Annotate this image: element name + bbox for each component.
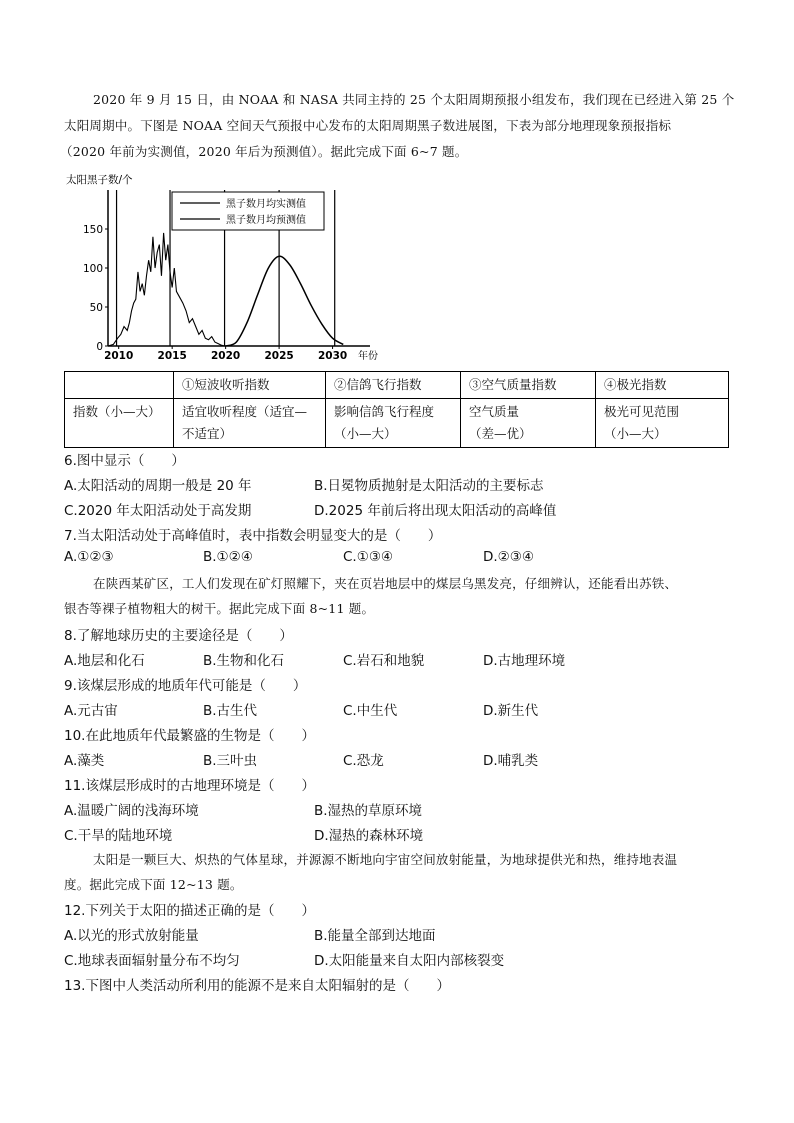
x-tick-label: 2030 <box>317 350 348 362</box>
question-9: 9.该煤层形成的地质年代可能是（ ） <box>64 678 307 694</box>
q8-option-c[interactable]: C.岩石和地貌 <box>343 653 425 669</box>
intro-3-line-2: 度。据此完成下面 12~13 题。 <box>64 877 243 892</box>
cell-line: 不适宜） <box>182 426 233 441</box>
question-10: 10.在此地质年代最繁盛的生物是（ ） <box>64 728 315 744</box>
x-tick-label: 2010 <box>104 350 134 362</box>
q6-option-a[interactable]: A.太阳活动的周期一般是 20 年 <box>64 478 252 494</box>
question-12: 12.下列关于太阳的描述正确的是（ ） <box>64 903 315 919</box>
q7-option-d[interactable]: D.②③④ <box>483 549 534 565</box>
q6-option-b[interactable]: B.日冕物质抛射是太阳活动的主要标志 <box>314 478 544 494</box>
legend-label: 黑子数月均预测值 <box>226 215 306 226</box>
cell-line: 适宜收听程度（适宜— <box>182 404 308 419</box>
q6-option-c[interactable]: C.2020 年太阳活动处于高发期 <box>64 503 252 519</box>
intro-1-line-2: 太阳周期中。下图是 NOAA 空间天气预报中心发布的太阳周期黑子数进展图，下表为部分地理现象预报指标 <box>64 118 672 133</box>
table-row <box>65 399 729 448</box>
table-header-cell: ②信鸽飞行指数 <box>326 372 461 399</box>
y-tick-label: 0 <box>96 341 103 353</box>
cell-line: 极光可见范围 <box>604 404 680 419</box>
x-tick-label: 2015 <box>157 350 187 362</box>
intro-3-line-1: 太阳是一颗巨大、炽热的气体星球，并源源不断地向宇宙空间放射能量，为地球提供光和热，维持地表温 <box>93 852 678 867</box>
y-tick-label: 50 <box>89 302 103 314</box>
sunspot-chart <box>60 170 380 370</box>
legend-label: 黑子数月均实测值 <box>226 199 306 210</box>
table-header-cell <box>65 372 174 399</box>
q9-option-a[interactable]: A.元古宙 <box>64 703 118 719</box>
table-cell <box>596 399 729 448</box>
cell-line: （小—大） <box>604 426 667 441</box>
cell-line: 影响信鸽飞行程度 <box>334 404 435 419</box>
table-header-cell: ③空气质量指数 <box>461 372 596 399</box>
question-11: 11.该煤层形成时的古地理环境是（ ） <box>64 778 315 794</box>
q7-option-a[interactable]: A.①②③ <box>64 549 114 565</box>
chart-x-label: 年份 <box>358 351 378 362</box>
table-cell <box>461 399 596 448</box>
q11-option-d[interactable]: D.湿热的森林环境 <box>314 828 424 844</box>
table-cell: 指数（小—大） <box>65 399 174 448</box>
q8-option-d[interactable]: D.古地理环境 <box>483 653 566 669</box>
table-cell <box>326 399 461 448</box>
question-6: 6.图中显示（ ） <box>64 453 185 469</box>
q11-option-c[interactable]: C.干旱的陆地环境 <box>64 828 173 844</box>
table-header-row <box>65 372 729 399</box>
q8-option-b[interactable]: B.生物和化石 <box>203 653 285 669</box>
question-7: 7.当太阳活动处于高峰值时，表中指数会明显变大的是（ ） <box>64 528 442 544</box>
cell-line: （差—优） <box>469 426 532 441</box>
y-tick-label: 100 <box>82 263 103 275</box>
x-tick-label: 2020 <box>211 350 241 362</box>
question-13: 13.下图中人类活动所利用的能源不是来自太阳辐射的是（ ） <box>64 978 450 994</box>
q12-option-c[interactable]: C.地球表面辐射量分布不均匀 <box>64 953 240 969</box>
q10-option-c[interactable]: C.恐龙 <box>343 753 384 769</box>
indicator-table <box>64 371 729 448</box>
q10-option-a[interactable]: A.藻类 <box>64 753 105 769</box>
table-cell <box>174 399 326 448</box>
cell-line: （小—大） <box>334 426 397 441</box>
intro-2-line-1: 在陕西某矿区，工人们发现在矿灯照耀下，夹在页岩地层中的煤层乌黑发亮，仔细辨认，还能看出苏铁、 <box>93 576 678 591</box>
q7-option-c[interactable]: C.①③④ <box>343 549 394 565</box>
q10-option-b[interactable]: B.三叶虫 <box>203 753 258 769</box>
intro-1-line-3: （2020 年前为实测值，2020 年后为预测值）。据此完成下面 6~7 题。 <box>60 144 468 159</box>
q9-option-d[interactable]: D.新生代 <box>483 703 539 719</box>
cell-line: 空气质量 <box>469 404 520 419</box>
q11-option-b[interactable]: B.湿热的草原环境 <box>314 803 423 819</box>
series-line-2 <box>226 256 344 346</box>
table-header-cell: ④极光指数 <box>596 372 729 399</box>
q6-option-d[interactable]: D.2025 年前后将出现太阳活动的高峰值 <box>314 503 557 519</box>
intro-1-line-1: 2020 年 9 月 15 日，由 NOAA 和 NASA 共同主持的 25 个太阳周期预报小组发布，我们现在已经进入第 25 个 <box>93 92 735 107</box>
q11-option-a[interactable]: A.温暖广阔的浅海环境 <box>64 803 199 819</box>
q12-option-b[interactable]: B.能量全部到达地面 <box>314 928 436 944</box>
q12-option-a[interactable]: A.以光的形式放射能量 <box>64 928 199 944</box>
q12-option-d[interactable]: D.太阳能量来自太阳内部核裂变 <box>314 953 505 969</box>
q9-option-c[interactable]: C.中生代 <box>343 703 398 719</box>
y-tick-label: 150 <box>82 224 103 236</box>
q8-option-a[interactable]: A.地层和化石 <box>64 653 145 669</box>
q10-option-d[interactable]: D.哺乳类 <box>483 753 539 769</box>
series-line-1 <box>108 233 225 346</box>
chart-y-label: 太阳黑子数/个 <box>66 174 133 186</box>
table-header-cell: ①短波收听指数 <box>174 372 326 399</box>
question-8: 8.了解地球历史的主要途径是（ ） <box>64 628 293 644</box>
x-tick-label: 2025 <box>264 350 294 362</box>
q9-option-b[interactable]: B.古生代 <box>203 703 258 719</box>
q7-option-b[interactable]: B.①②④ <box>203 549 253 565</box>
intro-2-line-2: 银杏等裸子植物粗大的树干。据此完成下面 8~11 题。 <box>64 601 375 616</box>
